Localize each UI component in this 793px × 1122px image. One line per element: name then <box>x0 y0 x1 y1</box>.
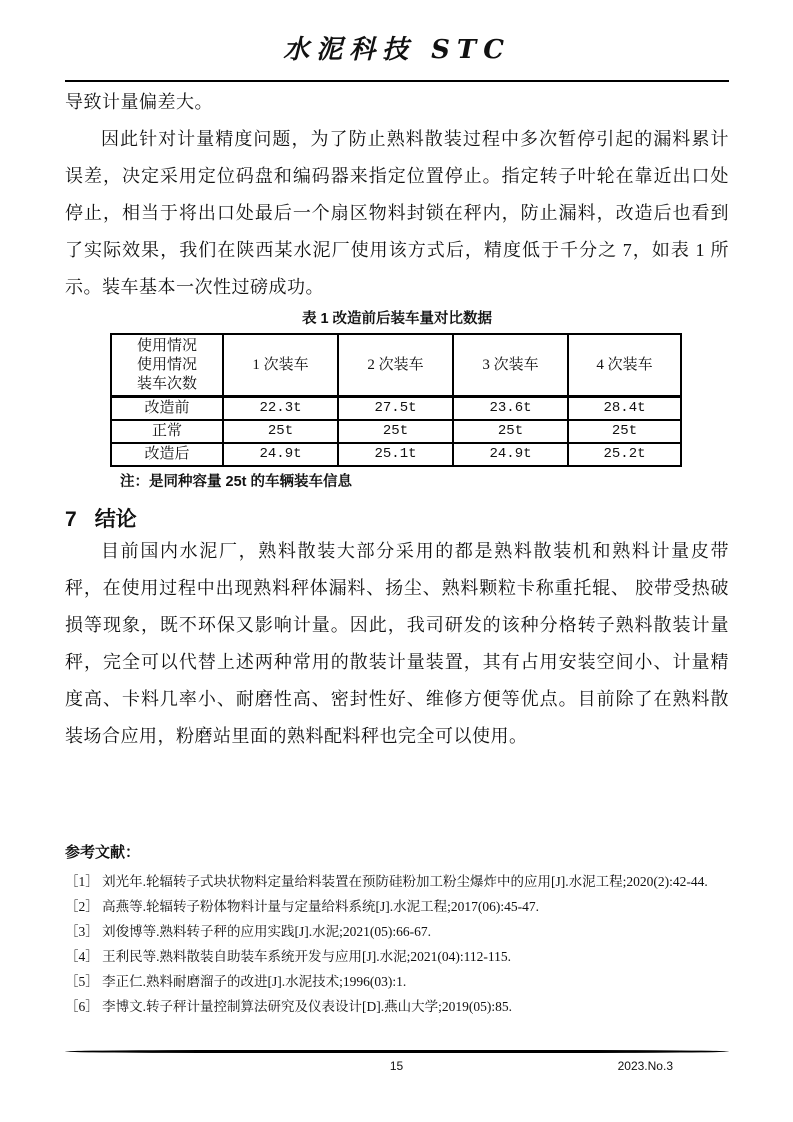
reference-item: ［3］ 刘俊博等.熟料转子秤的应用实践[J].水泥;2021(05):66-67. <box>65 924 431 939</box>
table-column-header: 4 次装车 <box>568 334 681 397</box>
reference-item: ［2］ 高燕等.轮辐转子粉体物料计量与定量给料系统[J].水泥工程;2017(06):45-47. <box>65 899 539 914</box>
table-cell: 25t <box>453 420 568 443</box>
reference-item: ［4］ 王利民等.熟料散装自助装车系统开发与应用[J].水泥;2021(04):112-115. <box>65 949 511 964</box>
reference-item: ［5］ 李正仁.熟料耐磨溜子的改进[J].水泥技术;1996(03):1. <box>65 974 407 989</box>
references-section <box>65 842 729 1019</box>
section-heading-conclusion <box>65 506 729 533</box>
footer-issue-label: 2023.No.3 <box>617 1059 673 1073</box>
table-row <box>111 443 681 466</box>
table-cell: 28.4t <box>568 397 681 421</box>
table-column-header: 2 次装车 <box>338 334 453 397</box>
header-rule <box>65 80 729 82</box>
table-cell: 25t <box>338 420 453 443</box>
table-cell: 27.5t <box>338 397 453 421</box>
table-note: 注：是同种容量 25t 的车辆装车信息 <box>120 474 353 490</box>
table-header-row <box>111 334 681 397</box>
table-cell: 23.6t <box>453 397 568 421</box>
corner-line: 装车次数 <box>136 375 197 392</box>
conclusion-paragraph: 目前国内水泥厂，熟料散装大部分采用的都是熟料散装机和熟料计量皮带秤，在使用过程中出现熟料秤体漏料、扬尘、熟料颗粒卡称重托辊、 胶带受热破损等现象，既不环保又影响计量。因此，我司研发的该种分格转子熟料散装计量秤，完全可以代替上述两种常用的散装计量装置，其有占用安装空间小、计量精度高、卡料几率小、耐磨性高、密封性好、维修方便等优点。目前除了在熟料散装场合应用，粉磨站里面的熟料配料秤也完全可以使用。 <box>65 541 729 746</box>
footer-page-number: 15 <box>389 1059 404 1073</box>
table-cell: 25t <box>223 420 338 443</box>
intro-continuation-line: 导致计量偏差大。 <box>65 92 213 112</box>
table-row <box>111 420 681 443</box>
page-content <box>65 0 729 755</box>
row-label: 改造后 <box>111 443 223 466</box>
row-label: 正常 <box>111 420 223 443</box>
table-column-header: 1 次装车 <box>223 334 338 397</box>
row-label: 改造前 <box>111 397 223 421</box>
table-cell: 25t <box>568 420 681 443</box>
table-caption: 表 1 改造前后装车量对比数据 <box>301 311 493 327</box>
table-cell: 25.1t <box>338 443 453 466</box>
table-cell: 25.2t <box>568 443 681 466</box>
journal-title: 水泥科技 STC <box>283 35 511 65</box>
table-cell: 24.9t <box>223 443 338 466</box>
reference-item: ［6］ 李博文.转子秤计量控制算法研究及仪表设计[D].燕山大学;2019(05):85. <box>65 999 512 1014</box>
table-column-header: 3 次装车 <box>453 334 568 397</box>
corner-line: 使用情况 <box>136 356 197 373</box>
section-number: 7 <box>65 508 77 531</box>
reference-item: ［1］ 刘光年.轮辐转子式块状物料定量给料装置在预防硅粉加工粉尘爆炸中的应用[J].水泥工程;2020(2):42-44. <box>65 874 708 889</box>
corner-line: 使用情况 <box>136 337 197 354</box>
references-heading: 参考文献： <box>65 844 141 861</box>
table-row <box>111 397 681 421</box>
intro-paragraph: 因此针对计量精度问题，为了防止熟料散装过程中多次暂停引起的漏料累计误差，决定采用定位码盘和编码器来指定位置停止。指定转子叶轮在靠近出口处停止，相当于将出口处最后一个扇区物料封锁在秤内，防止漏料，改造后也看到了实际效果，我们在陕西某水泥厂使用该方式后，精度低于千分之 7，如表 1 所示。装车基本一次性过磅成功。 <box>65 129 729 297</box>
footer-rule <box>65 1050 729 1053</box>
section-title: 结论 <box>94 508 137 531</box>
table-corner-cell <box>111 334 223 397</box>
table-cell: 24.9t <box>453 443 568 466</box>
table-cell: 22.3t <box>223 397 338 421</box>
loading-comparison-table <box>110 333 682 467</box>
